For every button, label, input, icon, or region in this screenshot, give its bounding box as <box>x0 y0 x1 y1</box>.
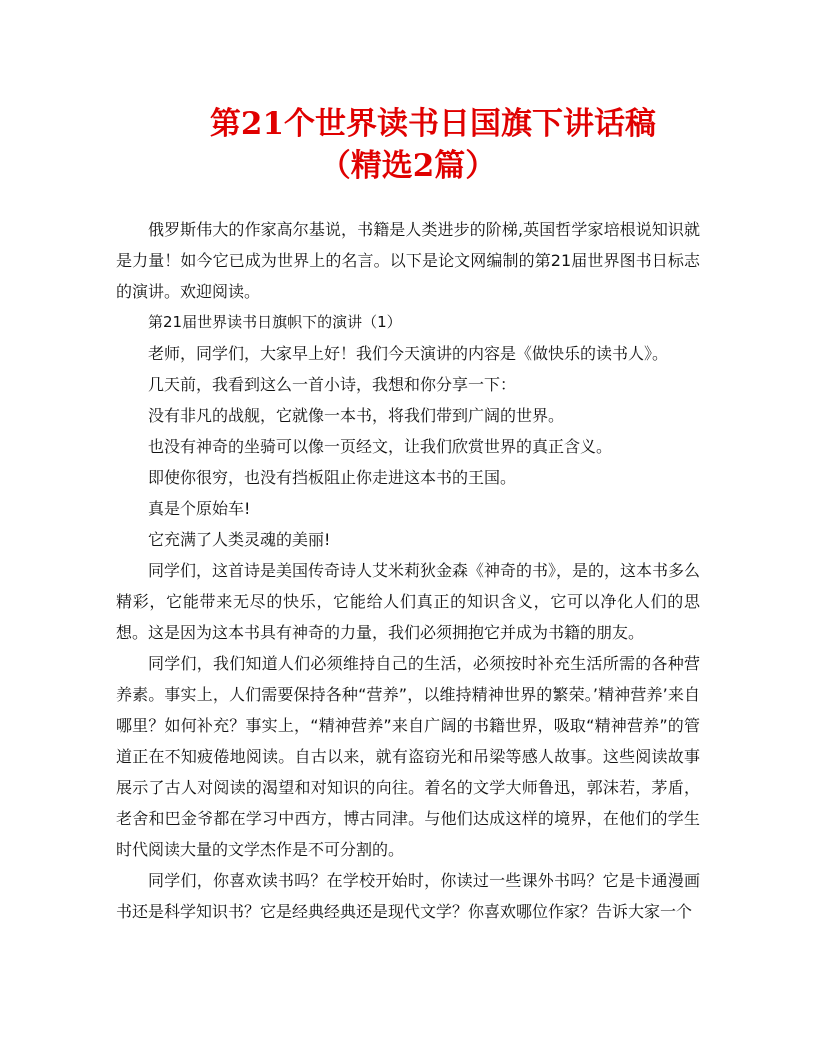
paragraph-poem-line-5: 它充满了人类灵魂的美丽! <box>148 530 331 549</box>
paragraph-greeting: 老师，同学们，大家早上好！我们今天演讲的内容是《做快乐的读书人》。 <box>148 344 669 363</box>
paragraph-intro: 俄罗斯伟大的作家高尔基说，书籍是人类进步的阶梯,英国哲学家培根说知识就是力量！如今它已成为世界上的名言。以下是论文网编制的第21届世界图书日标志的演讲。欢迎阅读。 <box>116 220 700 301</box>
document-title-line1: 第21个世界读书日国旗下讲话稿 <box>209 106 657 142</box>
document-body <box>116 214 700 927</box>
paragraph-poem-line-1: 没有非凡的战舰，它就像一本书，将我们带到广阔的世界。 <box>148 406 565 425</box>
paragraph-magic-book: 同学们，这首诗是美国传奇诗人艾米莉狄金森《神奇的书》，是的，这本书多么精彩，它能带来无尽的快乐，它能给人们真正的知识含义，它可以净化人们的思想。这是因为这本书具有神奇的力量，我们必须拥抱它并成为书籍的朋友。 <box>116 561 701 642</box>
paragraph-poem-intro: 几天前，我看到这么一首小诗，我想和你分享一下： <box>148 375 517 394</box>
paragraph-section-heading: 第21届世界读书日旗帜下的演讲（1） <box>148 313 402 331</box>
paragraph-spiritual-nutrition: 同学们，我们知道人们必须维持自己的生活，必须按时补充生活所需的各种营养素。事实上，人们需要保持各种“营养”，以维持精神世界的繁荣。’精神营养’来自哪里？如何补充？事实上，“精神营养”来自广阔的书籍世界，吸取“精神营养”的管道正在不知疲倦地阅读。自古以来，就有盗窃光和吊梁等感人故事。这些阅读故事展示了古人对阅读的渴望和对知识的向往。着名的文学大师鲁迅，郭沫若，茅盾，老舍和巴金爷都在学习中西方，博古同津。与他们达成这样的境界，在他们的学生时代阅读大量的文学杰作是不可分割的。 <box>116 654 700 859</box>
paragraph-poem-line-4: 真是个原始车! <box>148 499 251 518</box>
paragraph-poem-line-3: 即使你很穷，也没有挡板阻止你走进这本书的王国。 <box>148 468 517 487</box>
paragraph-poem-line-2: 也没有神奇的坐骑可以像一页经文，让我们欣赏世界的真正含义。 <box>148 437 613 456</box>
paragraph-questions: 同学们，你喜欢读书吗？在学校开始时，你读过一些课外书吗？它是卡通漫画书还是科学知识书？它是经典经典还是现代文学？你喜欢哪位作家？告诉大家一个 <box>116 871 700 921</box>
document-title-line2: （精选2篇） <box>319 148 497 184</box>
